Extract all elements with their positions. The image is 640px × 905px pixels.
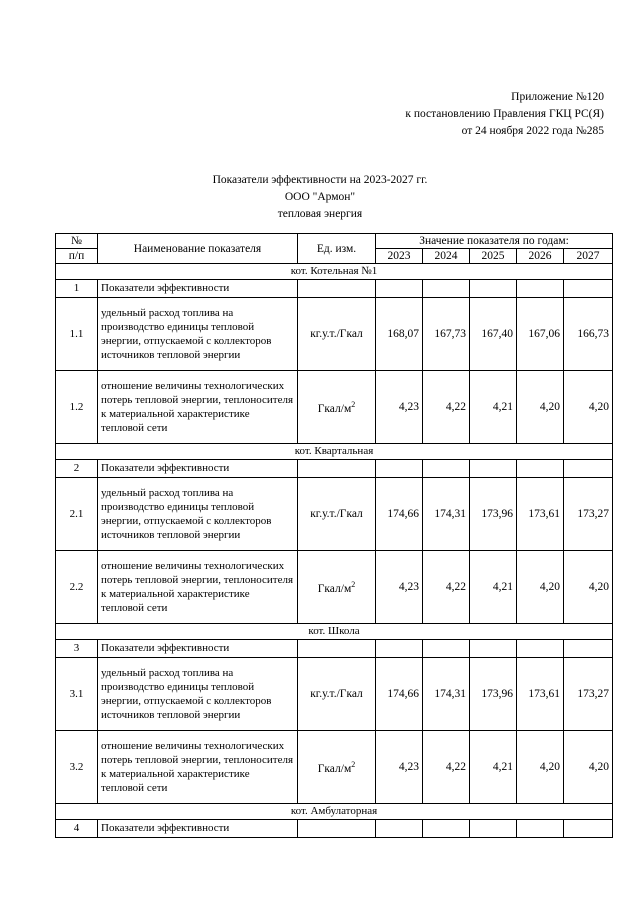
unit-text: Гкал/м bbox=[317, 762, 352, 775]
indicator-name: отношение величины технологических потерь тепловой энергии, теплоносителя к материальной характеристике тепловой сети bbox=[98, 731, 298, 804]
section-title: кот. Котельная №1 bbox=[56, 264, 613, 280]
value-cell: 167,73 bbox=[423, 298, 470, 371]
value-cell: 4,23 bbox=[376, 551, 423, 624]
empty-cell bbox=[423, 640, 470, 658]
row-number: 3.1 bbox=[56, 658, 98, 731]
empty-cell bbox=[376, 460, 423, 478]
section-title: кот. Школа bbox=[56, 624, 613, 640]
section-title-row bbox=[56, 444, 613, 460]
heading-title: Показатели эффективности на 2023-2027 гг. bbox=[212, 174, 428, 186]
indicator-name: удельный расход топлива на производство единицы тепловой энергии, отпускаемой с коллекторов источников тепловой энергии bbox=[98, 478, 298, 551]
table-row bbox=[56, 371, 613, 444]
table-row bbox=[56, 551, 613, 624]
indicators-table bbox=[55, 233, 613, 838]
group-label: Показатели эффективности bbox=[98, 280, 298, 298]
col-name-header: Наименование показателя bbox=[98, 234, 298, 264]
section-title-row bbox=[56, 804, 613, 820]
value-cell: 168,07 bbox=[376, 298, 423, 371]
value-cell: 4,20 bbox=[564, 731, 613, 804]
unit-cell bbox=[298, 371, 376, 444]
value-cell: 4,20 bbox=[517, 371, 564, 444]
value-cell: 4,23 bbox=[376, 731, 423, 804]
document-heading bbox=[0, 172, 640, 223]
row-number: 2.1 bbox=[56, 478, 98, 551]
value-cell: 173,96 bbox=[470, 658, 517, 731]
group-label: Показатели эффективности bbox=[98, 460, 298, 478]
year-header: 2026 bbox=[517, 249, 564, 264]
value-cell: 4,20 bbox=[564, 371, 613, 444]
indicator-name: отношение величины технологических потерь тепловой энергии, теплоносителя к материальной характеристике тепловой сети bbox=[98, 551, 298, 624]
group-number: 3 bbox=[56, 640, 98, 658]
unit-text: Гкал/м bbox=[317, 582, 352, 595]
table-row bbox=[56, 731, 613, 804]
group-number: 2 bbox=[56, 460, 98, 478]
year-header: 2023 bbox=[376, 249, 423, 264]
appendix-block bbox=[405, 89, 604, 140]
heading-subject: тепловая энергия bbox=[277, 208, 363, 220]
section-title-row bbox=[56, 264, 613, 280]
unit-cell bbox=[298, 478, 376, 551]
value-cell: 173,27 bbox=[564, 658, 613, 731]
unit-exponent: 2 bbox=[351, 759, 356, 769]
value-cell: 166,73 bbox=[564, 298, 613, 371]
table-body bbox=[56, 264, 613, 838]
empty-cell bbox=[298, 460, 376, 478]
value-cell: 4,23 bbox=[376, 371, 423, 444]
row-number: 3.2 bbox=[56, 731, 98, 804]
empty-cell bbox=[470, 820, 517, 838]
value-cell: 173,61 bbox=[517, 478, 564, 551]
empty-cell bbox=[470, 460, 517, 478]
group-row bbox=[56, 640, 613, 658]
year-header: 2024 bbox=[423, 249, 470, 264]
section-title-row bbox=[56, 624, 613, 640]
value-cell: 4,21 bbox=[470, 371, 517, 444]
col-no-top: № bbox=[56, 234, 98, 249]
empty-cell bbox=[423, 280, 470, 298]
empty-cell bbox=[564, 640, 613, 658]
empty-cell bbox=[298, 640, 376, 658]
value-cell: 174,66 bbox=[376, 478, 423, 551]
empty-cell bbox=[517, 280, 564, 298]
col-unit-header: Ед. изм. bbox=[298, 234, 376, 264]
row-number: 2.2 bbox=[56, 551, 98, 624]
unit-cell bbox=[298, 551, 376, 624]
indicator-name: отношение величины технологических потерь тепловой энергии, теплоносителя к материальной характеристике тепловой сети bbox=[98, 371, 298, 444]
group-number: 1 bbox=[56, 280, 98, 298]
row-number: 1.2 bbox=[56, 371, 98, 444]
appendix-line-1: Приложение №120 bbox=[511, 91, 604, 103]
unit-text: кг.у.т./Гкал bbox=[310, 688, 363, 700]
group-row bbox=[56, 280, 613, 298]
unit-cell bbox=[298, 658, 376, 731]
value-cell: 4,21 bbox=[470, 731, 517, 804]
value-cell: 174,66 bbox=[376, 658, 423, 731]
value-cell: 173,27 bbox=[564, 478, 613, 551]
row-number: 1.1 bbox=[56, 298, 98, 371]
unit-cell bbox=[298, 298, 376, 371]
empty-cell bbox=[517, 640, 564, 658]
group-label: Показатели эффективности bbox=[98, 820, 298, 838]
group-label: Показатели эффективности bbox=[98, 640, 298, 658]
value-cell: 174,31 bbox=[423, 658, 470, 731]
group-number: 4 bbox=[56, 820, 98, 838]
value-cell: 174,31 bbox=[423, 478, 470, 551]
table-row bbox=[56, 478, 613, 551]
empty-cell bbox=[376, 820, 423, 838]
appendix-line-2: к постановлению Правления ГКЦ РС(Я) bbox=[405, 108, 604, 120]
value-cell: 4,20 bbox=[517, 551, 564, 624]
value-cell: 173,61 bbox=[517, 658, 564, 731]
empty-cell bbox=[470, 280, 517, 298]
value-cell: 4,22 bbox=[423, 731, 470, 804]
table-row bbox=[56, 658, 613, 731]
value-cell: 4,21 bbox=[470, 551, 517, 624]
empty-cell bbox=[423, 460, 470, 478]
year-header: 2027 bbox=[564, 249, 613, 264]
table-row bbox=[56, 298, 613, 371]
unit-text: кг.у.т./Гкал bbox=[310, 328, 363, 340]
value-cell: 4,22 bbox=[423, 551, 470, 624]
heading-company: ООО "Армон" bbox=[284, 191, 356, 203]
indicator-name: удельный расход топлива на производство единицы тепловой энергии, отпускаемой с коллекторов источников тепловой энергии bbox=[98, 658, 298, 731]
unit-exponent: 2 bbox=[351, 579, 356, 589]
unit-text: кг.у.т./Гкал bbox=[310, 508, 363, 520]
value-cell: 4,22 bbox=[423, 371, 470, 444]
col-no-bottom: п/п bbox=[56, 249, 98, 264]
section-title: кот. Амбулаторная bbox=[56, 804, 613, 820]
appendix-line-3: от 24 ноября 2022 года №285 bbox=[461, 125, 604, 137]
group-row bbox=[56, 460, 613, 478]
year-header: 2025 bbox=[470, 249, 517, 264]
value-cell: 4,20 bbox=[564, 551, 613, 624]
empty-cell bbox=[564, 460, 613, 478]
value-cell: 167,40 bbox=[470, 298, 517, 371]
empty-cell bbox=[470, 640, 517, 658]
empty-cell bbox=[298, 820, 376, 838]
empty-cell bbox=[376, 640, 423, 658]
unit-cell bbox=[298, 731, 376, 804]
col-years-group-header: Значение показателя по годам: bbox=[376, 234, 613, 249]
value-cell: 173,96 bbox=[470, 478, 517, 551]
empty-cell bbox=[423, 820, 470, 838]
group-row bbox=[56, 820, 613, 838]
unit-text: Гкал/м bbox=[317, 402, 352, 415]
empty-cell bbox=[564, 820, 613, 838]
value-cell: 167,06 bbox=[517, 298, 564, 371]
section-title: кот. Квартальная bbox=[56, 444, 613, 460]
empty-cell bbox=[517, 460, 564, 478]
indicator-name: удельный расход топлива на производство единицы тепловой энергии, отпускаемой с коллекторов источников тепловой энергии bbox=[98, 298, 298, 371]
empty-cell bbox=[564, 280, 613, 298]
empty-cell bbox=[376, 280, 423, 298]
unit-exponent: 2 bbox=[351, 399, 356, 409]
empty-cell bbox=[298, 280, 376, 298]
empty-cell bbox=[517, 820, 564, 838]
value-cell: 4,20 bbox=[517, 731, 564, 804]
